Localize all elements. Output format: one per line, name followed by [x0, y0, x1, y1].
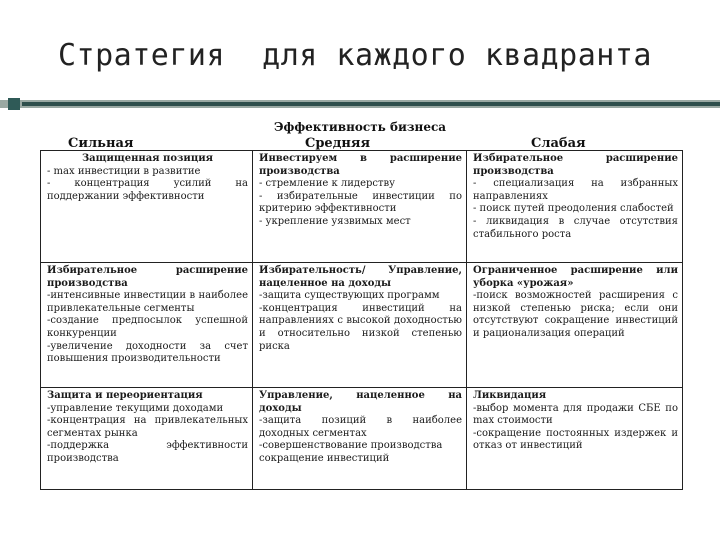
cell-r1-c2: [253, 151, 467, 263]
cell-line: - концентрация усилий на поддержании эффективности: [47, 178, 248, 202]
cell-r3-c3: [467, 388, 683, 490]
cell-r3-c1: [41, 388, 253, 490]
strategy-matrix-table: [40, 150, 683, 490]
table-row: [41, 388, 683, 490]
table-row: [41, 151, 683, 263]
cell-line: - избирательные инвестиции по критерию эффективности: [259, 190, 462, 215]
cell-heading: Защищенная позиция: [81, 153, 214, 164]
cell-heading: Инвестируем в расширение производства: [259, 153, 462, 177]
cell-r1-c1: [41, 151, 253, 263]
column-header-strong: Сильная: [68, 136, 134, 151]
column-header-weak: Слабая: [531, 136, 586, 151]
cell-line: -защита существующих программ: [259, 290, 440, 302]
cell-heading: Избирательное расширение производства: [47, 265, 248, 289]
title-divider-line: [22, 102, 720, 106]
cell-r3-c2: [253, 388, 467, 490]
cell-line: сокращение инвестиций: [259, 452, 390, 464]
cell-line: - стремление к лидерству: [259, 178, 396, 190]
cell-heading: Управление, нацеленное на доходы: [259, 390, 462, 414]
cell-heading: Защита и переориентация: [47, 390, 203, 401]
cell-line: -поддержка эффективности производства: [47, 440, 248, 464]
cell-line: -сокращение постоянных издержек и отказ от инвестиций: [473, 427, 678, 452]
cell-line: -создание предпосылок успешной конкуренции: [47, 315, 248, 339]
cell-line: -увеличение доходности за счет повышения производительности: [47, 340, 248, 365]
cell-heading: Ограниченное расширение или уборка «урожая»: [473, 265, 678, 289]
cell-line: -концентрация на привлекательных сегментах рынка: [47, 415, 248, 439]
cell-line: - max инвестиции в развитие: [47, 165, 201, 177]
cell-line: -интенсивные инвестиции в наиболее привлекательные сегменты: [47, 290, 248, 314]
column-header-medium: Средняя: [305, 136, 371, 151]
title-divider-square: [8, 98, 20, 110]
cell-line: - ликвидация в случае отсутствия стабильного роста: [473, 215, 678, 240]
cell-line: -совершенствование производства: [259, 440, 443, 452]
cell-heading: Избирательное расширение производства: [473, 153, 678, 177]
cell-heading: Ликвидация: [473, 390, 547, 401]
slide-title: Стратегия для каждого квадранта: [58, 38, 652, 73]
cell-line: - укрепление уязвимых мест: [259, 215, 411, 227]
cell-line: -управление текущими доходами: [47, 402, 224, 414]
cell-r1-c3: [467, 151, 683, 263]
cell-line: -концентрация инвестиций на направлениях с высокой доходностью и относительно низкой степенью риска: [259, 302, 462, 352]
cell-heading: Избирательность/ Управление, нацеленное на доходы: [259, 265, 462, 289]
cell-line: -выбор момента для продажи СБЕ по max стоимости: [473, 402, 678, 427]
cell-line: -поиск возможностей расширения с низкой степенью риска; если они отсутствуют сокращение инвестиций и рационализация операций: [473, 290, 678, 339]
cell-line: -защита позиций в наиболее доходных сегментах: [259, 415, 462, 439]
cell-line: - поиск путей преодоления слабостей: [473, 203, 674, 215]
efficiency-axis-title: Эффективность бизнеса: [273, 120, 447, 134]
table-row: [41, 263, 683, 388]
cell-r2-c3: [467, 263, 683, 388]
cell-r2-c1: [41, 263, 253, 388]
cell-r2-c2: [253, 263, 467, 388]
cell-line: - специализация на избранных направлениях: [473, 178, 678, 202]
